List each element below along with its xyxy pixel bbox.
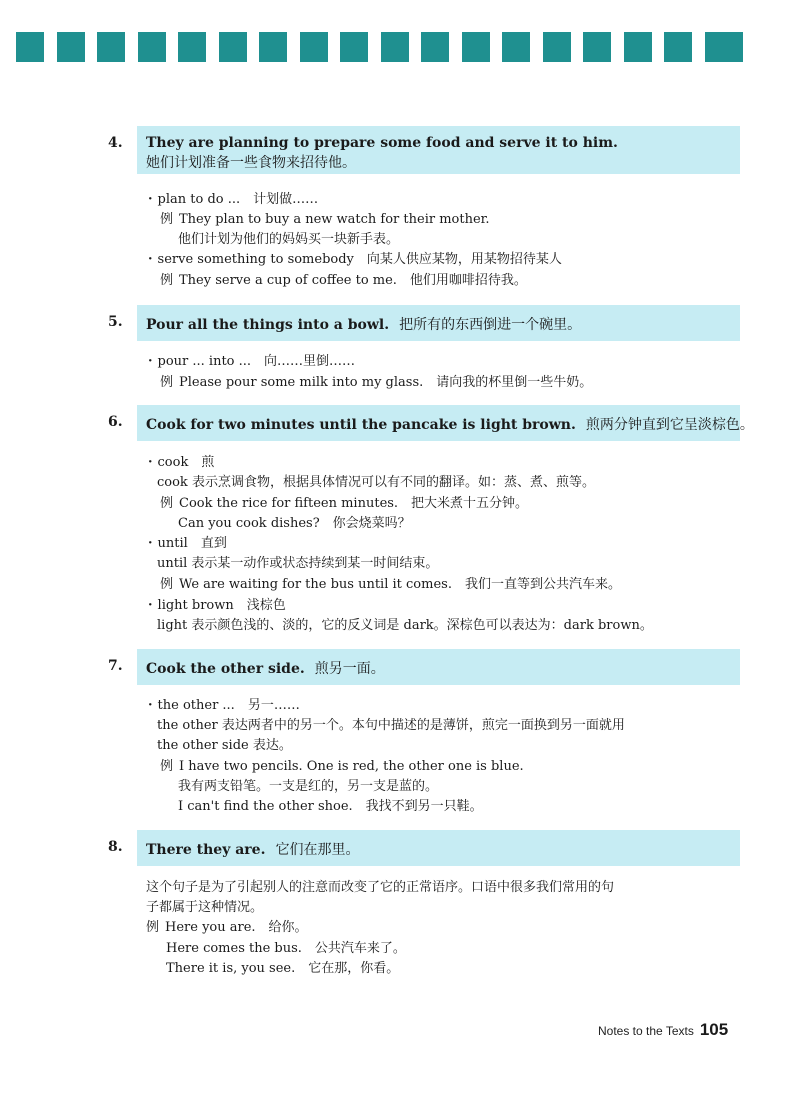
item-number: 4. bbox=[108, 135, 123, 151]
sentence-chinese: 把所有的东西倒进一个碗里。 bbox=[399, 317, 582, 333]
note-line: · until 直到 bbox=[148, 535, 227, 553]
sentence-chinese: 煎另一面。 bbox=[314, 661, 385, 677]
sentence-english bbox=[146, 658, 385, 678]
example-line bbox=[160, 576, 621, 594]
stripe-block bbox=[178, 32, 206, 62]
example-marker: 例 bbox=[160, 496, 174, 511]
stripe-block bbox=[664, 32, 692, 62]
sentence-english-text: Cook for two minutes until the pancake is light brown. bbox=[146, 417, 576, 433]
stripe-block bbox=[259, 32, 287, 62]
item-number: 6. bbox=[108, 414, 123, 430]
example-marker: 例 bbox=[160, 273, 174, 288]
sentence-english-text: Pour all the things into a bowl. bbox=[146, 317, 390, 333]
stripe-block bbox=[624, 32, 652, 62]
stripe-block bbox=[421, 32, 449, 62]
note-line: light 表示颜色浅的、淡的，它的反义词是 dark。深棕色可以表达为：dark brown。 bbox=[157, 618, 653, 633]
sentence-chinese: 煎两分钟直到它呈淡棕色。 bbox=[585, 417, 754, 433]
note-line: 子都属于这种情况。 bbox=[146, 900, 264, 915]
note-line: · the other ... 另一…… bbox=[148, 697, 300, 715]
example-translation: 他们计划为他们的妈妈买一块新手表。 bbox=[178, 232, 400, 247]
note-line: · pour ... into ... 向……里倒…… bbox=[148, 353, 355, 371]
stripe-block bbox=[138, 32, 166, 62]
note-line: 这个句子是为了引起别人的注意而改变了它的正常语序。口语中很多我们常用的句 bbox=[146, 880, 615, 895]
header-stripe-bar bbox=[16, 32, 743, 62]
example-line bbox=[160, 758, 524, 776]
example-marker: 例 bbox=[160, 759, 174, 774]
example-marker: 例 bbox=[160, 577, 174, 592]
stripe-block bbox=[16, 32, 44, 62]
example-marker: 例 bbox=[160, 375, 174, 390]
stripe-block bbox=[502, 32, 530, 62]
example-text: Can you cook dishes? 你会烧菜吗？ bbox=[178, 516, 411, 531]
sentence-english-text: Cook the other side. bbox=[146, 661, 305, 677]
page-footer bbox=[598, 1020, 728, 1040]
example-text: Cook the rice for fifteen minutes. 把大米煮十五分钟。 bbox=[179, 496, 529, 511]
page-number: 105 bbox=[699, 1020, 729, 1039]
example-text: We are waiting for the bus until it comes. 我们一直等到公共汽车来。 bbox=[179, 577, 621, 592]
footer-title: Notes to the Texts bbox=[598, 1024, 694, 1038]
stripe-block bbox=[300, 32, 328, 62]
note-line: the other side 表达。 bbox=[157, 738, 292, 753]
example-line bbox=[160, 495, 528, 513]
example-text: Please pour some milk into my glass. 请向我的杯里倒一些牛奶。 bbox=[179, 375, 593, 390]
stripe-block bbox=[705, 32, 743, 62]
stripe-block bbox=[381, 32, 409, 62]
note-line: the other 表达两者中的另一个。本句中描述的是薄饼，煎完一面换到另一面就用 bbox=[157, 718, 625, 733]
example-text: There it is, you see. 它在那，你看。 bbox=[166, 961, 400, 976]
stripe-block bbox=[57, 32, 85, 62]
stripe-block bbox=[219, 32, 247, 62]
stripe-block bbox=[543, 32, 571, 62]
example-text: Here you are. 给你。 bbox=[165, 920, 308, 935]
example-marker: 例 bbox=[160, 212, 174, 227]
note-line: · light brown 浅棕色 bbox=[148, 597, 286, 615]
example-text: They serve a cup of coffee to me. 他们用咖啡招待我。 bbox=[179, 273, 527, 288]
note-line: · serve something to somebody 向某人供应某物，用某物招待某人 bbox=[148, 251, 562, 269]
example-text: I can't find the other shoe. 我找不到另一只鞋。 bbox=[178, 799, 483, 814]
sentence-english-text: There they are. bbox=[146, 842, 266, 858]
note-line: until 表示某一动作或状态持续到某一时间结束。 bbox=[157, 556, 439, 571]
example-text: I have two pencils. One is red, the other one is blue. bbox=[179, 759, 524, 774]
note-line: · plan to do ... 计划做…… bbox=[148, 191, 318, 209]
example-text: They plan to buy a new watch for their mother. bbox=[179, 212, 490, 227]
example-line bbox=[160, 374, 592, 392]
example-text: Here comes the bus. 公共汽车来了。 bbox=[166, 941, 406, 956]
example-translation: 我有两支铅笔。一支是红的，另一支是蓝的。 bbox=[178, 779, 439, 794]
sentence-english bbox=[146, 314, 581, 334]
stripe-block bbox=[583, 32, 611, 62]
example-marker: 例 bbox=[146, 920, 160, 935]
example-line bbox=[146, 919, 308, 937]
note-line: · cook 煎 bbox=[148, 454, 214, 472]
stripe-block bbox=[462, 32, 490, 62]
sentence-chinese: 她们计划准备一些食物来招待他。 bbox=[146, 155, 356, 171]
example-line bbox=[160, 272, 527, 290]
item-number: 5. bbox=[108, 314, 123, 330]
item-number: 7. bbox=[108, 658, 123, 674]
sentence-chinese: 它们在那里。 bbox=[275, 842, 360, 858]
item-number: 8. bbox=[108, 839, 123, 855]
note-line: cook 表示烹调食物，根据具体情况可以有不同的翻译。如：蒸、煮、煎等。 bbox=[157, 475, 595, 490]
example-line bbox=[160, 211, 490, 229]
sentence-english bbox=[146, 839, 359, 859]
sentence-english bbox=[146, 414, 754, 434]
sentence-english: They are planning to prepare some food and serve it to him. bbox=[146, 135, 618, 151]
stripe-block bbox=[97, 32, 125, 62]
stripe-block bbox=[340, 32, 368, 62]
